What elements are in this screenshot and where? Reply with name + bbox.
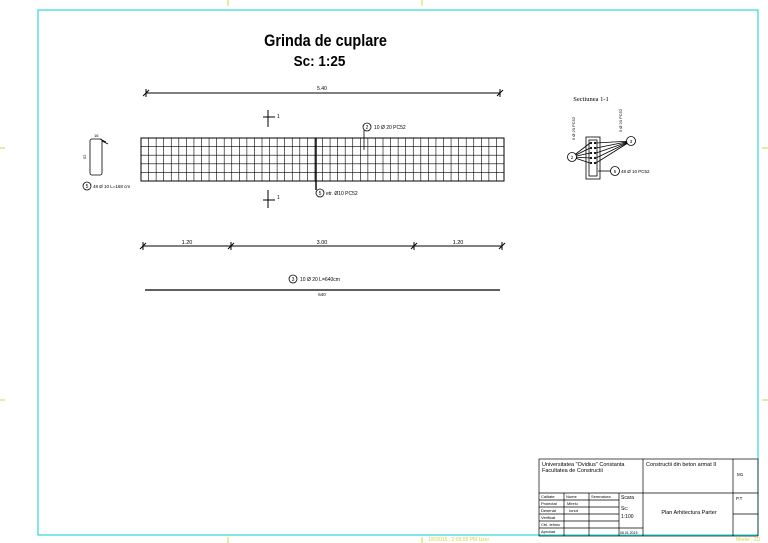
- sheet-border: [38, 10, 758, 535]
- footer-print-info: 1/6/2015 ; 2:09:55 PM Uzer: [428, 537, 490, 543]
- section-marker-right: [627, 137, 636, 146]
- tb-university-1: Universitatea "Ovidius" Constanta: [542, 462, 625, 468]
- section-title: Sectiunea 1-1: [573, 96, 609, 103]
- section-stirrup-label: 48 Ø 10 PC52: [621, 169, 650, 174]
- tb-name-1: Mirelu: [567, 501, 578, 506]
- tb-role-2: Desenat: [541, 508, 556, 513]
- svg-text:2: 2: [365, 125, 369, 131]
- tb-plan-code: P.T: [736, 496, 743, 501]
- beam-elevation: [141, 128, 504, 190]
- section-label-left: 5 Ø 20 PC52: [571, 116, 576, 140]
- section-cut-bottom: [263, 190, 275, 208]
- spacing-dim-2: 3.00: [316, 240, 328, 246]
- callout-stirrup: [316, 189, 358, 197]
- section-marker-left: [568, 153, 577, 162]
- section-cut-top: [263, 110, 275, 127]
- tb-role-5: Aprobat: [541, 529, 556, 534]
- tb-date: 06.01.2015: [620, 531, 638, 535]
- top-dimension-label: 5.40: [317, 86, 327, 92]
- callout-stirrup-label: etr. Ø10 PC52: [326, 191, 358, 197]
- tb-scale-value-1: Sc:: [621, 506, 629, 512]
- tb-plan-title: Plan Arhitectura Parter: [661, 510, 717, 516]
- callout-bar-2: [363, 123, 406, 131]
- tb-role-3: Verificat: [541, 515, 556, 520]
- drawing-scale: Sc: 1:25: [293, 53, 346, 71]
- spacing-dim-1: 1.20: [181, 240, 193, 246]
- svg-text:2: 2: [570, 155, 574, 160]
- section-rebars: [590, 142, 596, 164]
- section-label-right: 5 Ø 20 PC52: [618, 108, 623, 132]
- stirrup-height: 52: [82, 154, 87, 159]
- tb-role-1: Proiectat: [541, 501, 557, 506]
- tb-scale-label: Scara: [621, 495, 635, 501]
- svg-text:3: 3: [629, 139, 633, 144]
- tb-scale-value-2: 1:100: [621, 514, 634, 520]
- footer-model-info: Model ; 2D: [736, 537, 761, 543]
- callout-bar-2-label: 10 Ø 20 PC52: [374, 125, 406, 131]
- tb-course: Constructii din beton armat II: [646, 462, 717, 468]
- svg-text:5: 5: [613, 169, 617, 174]
- tb-col-semnatura: Semnatura: [591, 494, 611, 499]
- tb-col-calitate: Calitate: [541, 494, 555, 499]
- section-cut-bottom-label: 1: [277, 195, 280, 201]
- callout-bar-3: [289, 275, 340, 283]
- svg-text:5: 5: [85, 184, 89, 190]
- stirrup-callout-label: 48 Ø 10 L=168 cm: [93, 184, 131, 189]
- tb-name-2: Ionut: [569, 508, 578, 513]
- callout-stirrup-detail: [83, 182, 130, 190]
- svg-text:5: 5: [318, 191, 322, 197]
- tb-university-2: Facultatea de Constructii: [542, 468, 603, 474]
- spacing-dim-3: 1.20: [452, 240, 464, 246]
- tb-role-4: Ctrl. tehnic: [541, 522, 561, 527]
- stirrup-detail: [90, 139, 108, 175]
- section-cut-top-label: 1: [277, 114, 280, 120]
- svg-text:3: 3: [291, 277, 295, 283]
- stirrup-width: 16: [94, 133, 99, 138]
- section-marker-stirrup: [611, 167, 651, 176]
- bar-3-length: 640: [318, 292, 326, 297]
- callout-bar-3-label: 10 Ø 20 L=640cm: [300, 277, 340, 283]
- tb-col-nume: Nume: [566, 494, 577, 499]
- tb-sheet-code: M1: [737, 472, 744, 477]
- drawing-title: Grinda de cuplare: [264, 31, 387, 51]
